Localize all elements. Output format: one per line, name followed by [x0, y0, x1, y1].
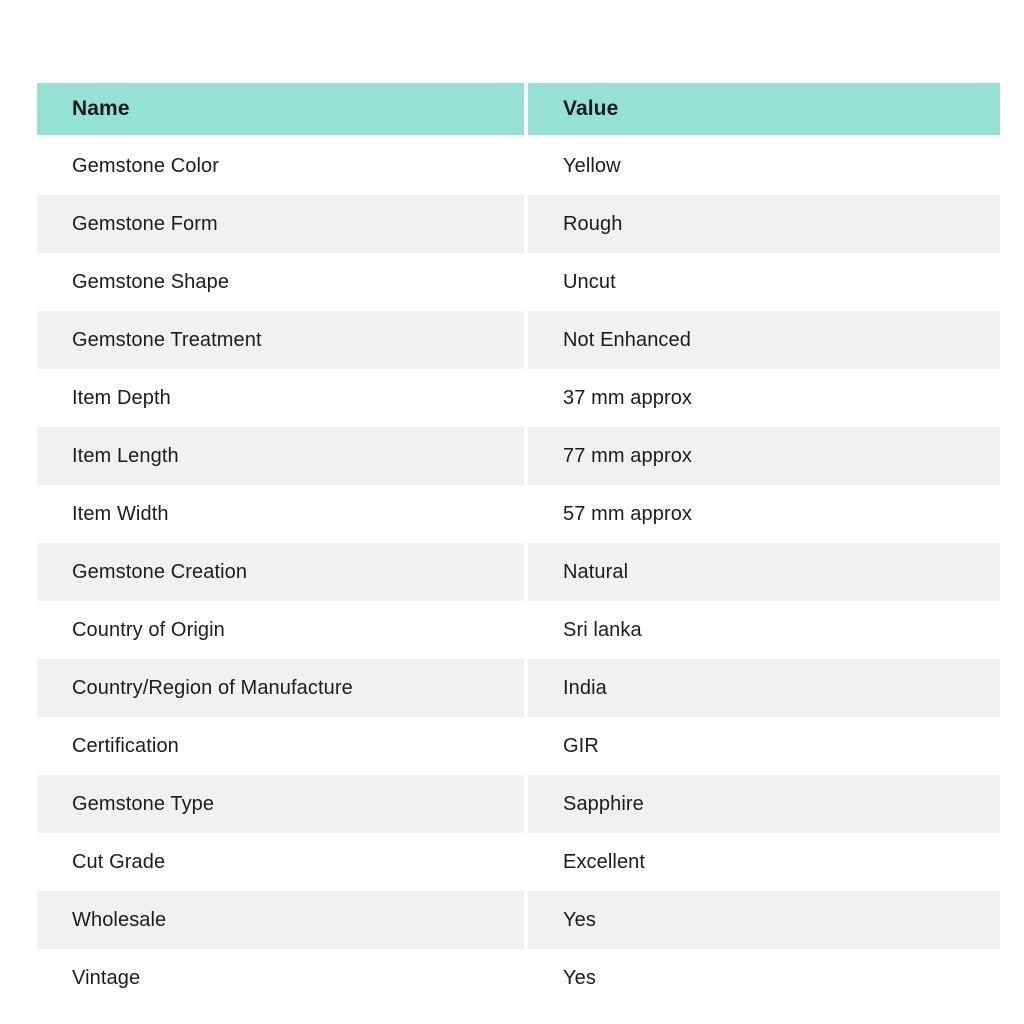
value-cell: Sri lanka: [528, 601, 1000, 659]
table-row: [37, 891, 1000, 949]
name-cell: Country/Region of Manufacture: [37, 659, 524, 717]
value-cell: Not Enhanced: [528, 311, 1000, 369]
name-cell: Gemstone Treatment: [37, 311, 524, 369]
value-cell: 77 mm approx: [528, 427, 1000, 485]
name-cell: Vintage: [37, 949, 524, 1007]
value-cell: Excellent: [528, 833, 1000, 891]
value-cell: Yes: [528, 891, 1000, 949]
name-cell: Country of Origin: [37, 601, 524, 659]
value-cell: Yes: [528, 949, 1000, 1007]
value-cell: Natural: [528, 543, 1000, 601]
value-cell: India: [528, 659, 1000, 717]
table-row: [37, 601, 1000, 659]
table-row: [37, 369, 1000, 427]
table-row: [37, 253, 1000, 311]
table-row: [37, 137, 1000, 195]
value-cell: GIR: [528, 717, 1000, 775]
value-cell: 37 mm approx: [528, 369, 1000, 427]
table-row: [37, 195, 1000, 253]
name-cell: Gemstone Color: [37, 137, 524, 195]
table-row: [37, 427, 1000, 485]
name-cell: Gemstone Form: [37, 195, 524, 253]
table-row: [37, 949, 1000, 1007]
name-cell: Wholesale: [37, 891, 524, 949]
table-header-row: [37, 83, 1000, 135]
value-cell: 57 mm approx: [528, 485, 1000, 543]
table-row: [37, 485, 1000, 543]
name-cell: Item Length: [37, 427, 524, 485]
table-row: [37, 311, 1000, 369]
value-cell: Uncut: [528, 253, 1000, 311]
table-row: [37, 543, 1000, 601]
header-value: Value: [528, 83, 1000, 135]
name-cell: Gemstone Creation: [37, 543, 524, 601]
value-cell: Sapphire: [528, 775, 1000, 833]
name-cell: Item Width: [37, 485, 524, 543]
item-specifics-table: [37, 83, 1000, 1007]
table-row: [37, 833, 1000, 891]
table-row: [37, 659, 1000, 717]
name-cell: Gemstone Shape: [37, 253, 524, 311]
value-cell: Rough: [528, 195, 1000, 253]
table-row: [37, 717, 1000, 775]
value-cell: Yellow: [528, 137, 1000, 195]
table-row: [37, 775, 1000, 833]
table-body: [37, 137, 1000, 1007]
name-cell: Cut Grade: [37, 833, 524, 891]
name-cell: Gemstone Type: [37, 775, 524, 833]
name-cell: Item Depth: [37, 369, 524, 427]
header-name: Name: [37, 83, 524, 135]
name-cell: Certification: [37, 717, 524, 775]
